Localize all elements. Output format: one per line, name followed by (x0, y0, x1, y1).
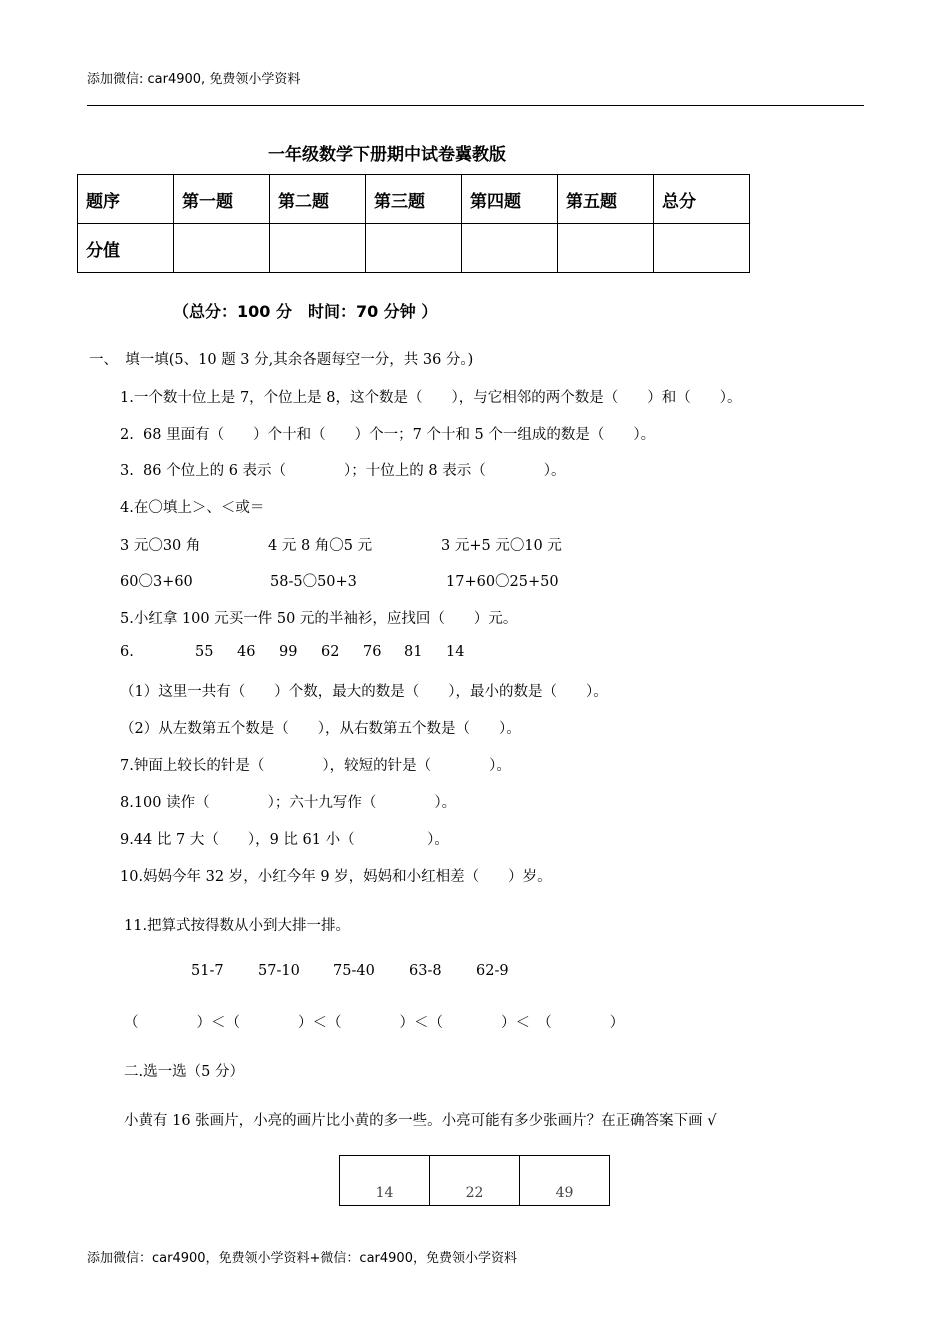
score-table-cell: 分值 (78, 224, 174, 273)
expression-item: 57-10 (258, 963, 300, 979)
score-table-header-row (78, 175, 750, 224)
compare-item: 17+60〇25+50 (446, 574, 559, 590)
question-3: 3. 86 个位上的 6 表示（ ）；十位上的 8 表示（ ）。 (120, 463, 566, 479)
question-2: 2. 68 里面有（ ）个十和（ ）个一；7 个十和 5 个一组成的数是（ ）。 (120, 427, 656, 443)
question-6-label: 6. (120, 644, 134, 660)
header-divider (87, 105, 864, 106)
question-1: 1.一个数十位上是 7，个位上是 8，这个数是（ ），与它相邻的两个数是（ ）和（ ）。 (120, 390, 742, 406)
number-item: 99 (279, 644, 298, 660)
choice-cell[interactable]: 14 (340, 1156, 430, 1206)
score-input-cell[interactable] (270, 224, 366, 273)
score-table-cell: 第四题 (462, 175, 558, 224)
number-item: 14 (446, 644, 465, 660)
choice-cell[interactable]: 49 (520, 1156, 610, 1206)
score-table-value-row (78, 224, 750, 273)
number-item: 76 (363, 644, 382, 660)
header-watermark-text: 添加微信: car4900, 免费领小学资料 (87, 72, 301, 87)
section2-question: 小黄有 16 张画片，小亮的画片比小黄的多一些。小亮可能有多少张画片？在正确答案下画 √ (124, 1113, 717, 1129)
number-item: 81 (404, 644, 423, 660)
total-score-time: （总分：100 分 时间：70 分钟 ） (173, 302, 438, 321)
question-6-1: （1）这里一共有（ ）个数，最大的数是（ ），最小的数是（ ）。 (120, 684, 608, 700)
expression-item: 75-40 (333, 963, 375, 979)
score-table-cell: 第一题 (174, 175, 270, 224)
score-table-cell: 总分 (654, 175, 750, 224)
question-9: 9.44 比 7 大（ ），9 比 61 小（ ）。 (120, 832, 449, 848)
compare-item: 60〇3+60 (120, 574, 193, 590)
question-11-answer-blanks: （ ）＜（ ）＜（ ）＜（ ）＜ （ ） (124, 1015, 625, 1031)
score-input-cell[interactable] (558, 224, 654, 273)
number-item: 62 (321, 644, 340, 660)
question-7: 7.钟面上较长的针是（ ），较短的针是（ ）。 (120, 758, 511, 774)
expression-item: 62-9 (476, 963, 509, 979)
score-input-cell[interactable] (462, 224, 558, 273)
number-item: 55 (195, 644, 214, 660)
footer-watermark-text: 添加微信：car4900，免费领小学资料+微信：car4900，免费领小学资料 (87, 1251, 517, 1266)
expression-item: 63-8 (409, 963, 442, 979)
score-table-cell: 第三题 (366, 175, 462, 224)
expression-item: 51-7 (191, 963, 224, 979)
question-11: 11.把算式按得数从小到大排一排。 (124, 918, 351, 934)
choice-row (340, 1156, 610, 1206)
score-input-cell[interactable] (174, 224, 270, 273)
score-input-cell[interactable] (366, 224, 462, 273)
score-input-cell[interactable] (654, 224, 750, 273)
compare-item: 58-5〇50+3 (270, 574, 357, 590)
section1-heading: 一、 填一填(5、10 题 3 分,其余各题每空一分，共 36 分。) (89, 352, 474, 368)
number-item: 46 (237, 644, 256, 660)
choice-cell[interactable]: 22 (430, 1156, 520, 1206)
question-8: 8.100 读作（ ）；六十九写作（ ）。 (120, 795, 457, 811)
score-table-cell: 第二题 (270, 175, 366, 224)
compare-item: 3 元+5 元〇10 元 (441, 538, 562, 554)
question-10: 10.妈妈今年 32 岁，小红今年 9 岁，妈妈和小红相差（ ）岁。 (120, 869, 552, 885)
compare-item: 3 元〇30 角 (120, 538, 201, 554)
exam-title: 一年级数学下册期中试卷冀教版 (268, 145, 506, 165)
score-table (77, 174, 750, 273)
section2-heading: 二.选一选（5 分） (124, 1064, 244, 1080)
compare-item: 4 元 8 角〇5 元 (268, 538, 373, 554)
score-table-cell: 题序 (78, 175, 174, 224)
question-4: 4.在〇填上＞、＜或＝ (120, 500, 265, 516)
choice-table (339, 1155, 610, 1206)
question-5: 5.小红拿 100 元买一件 50 元的半袖衫，应找回（ ）元。 (120, 611, 518, 627)
score-table-cell: 第五题 (558, 175, 654, 224)
question-6-2: （2）从左数第五个数是（ ），从右数第五个数是（ ）。 (120, 721, 521, 737)
